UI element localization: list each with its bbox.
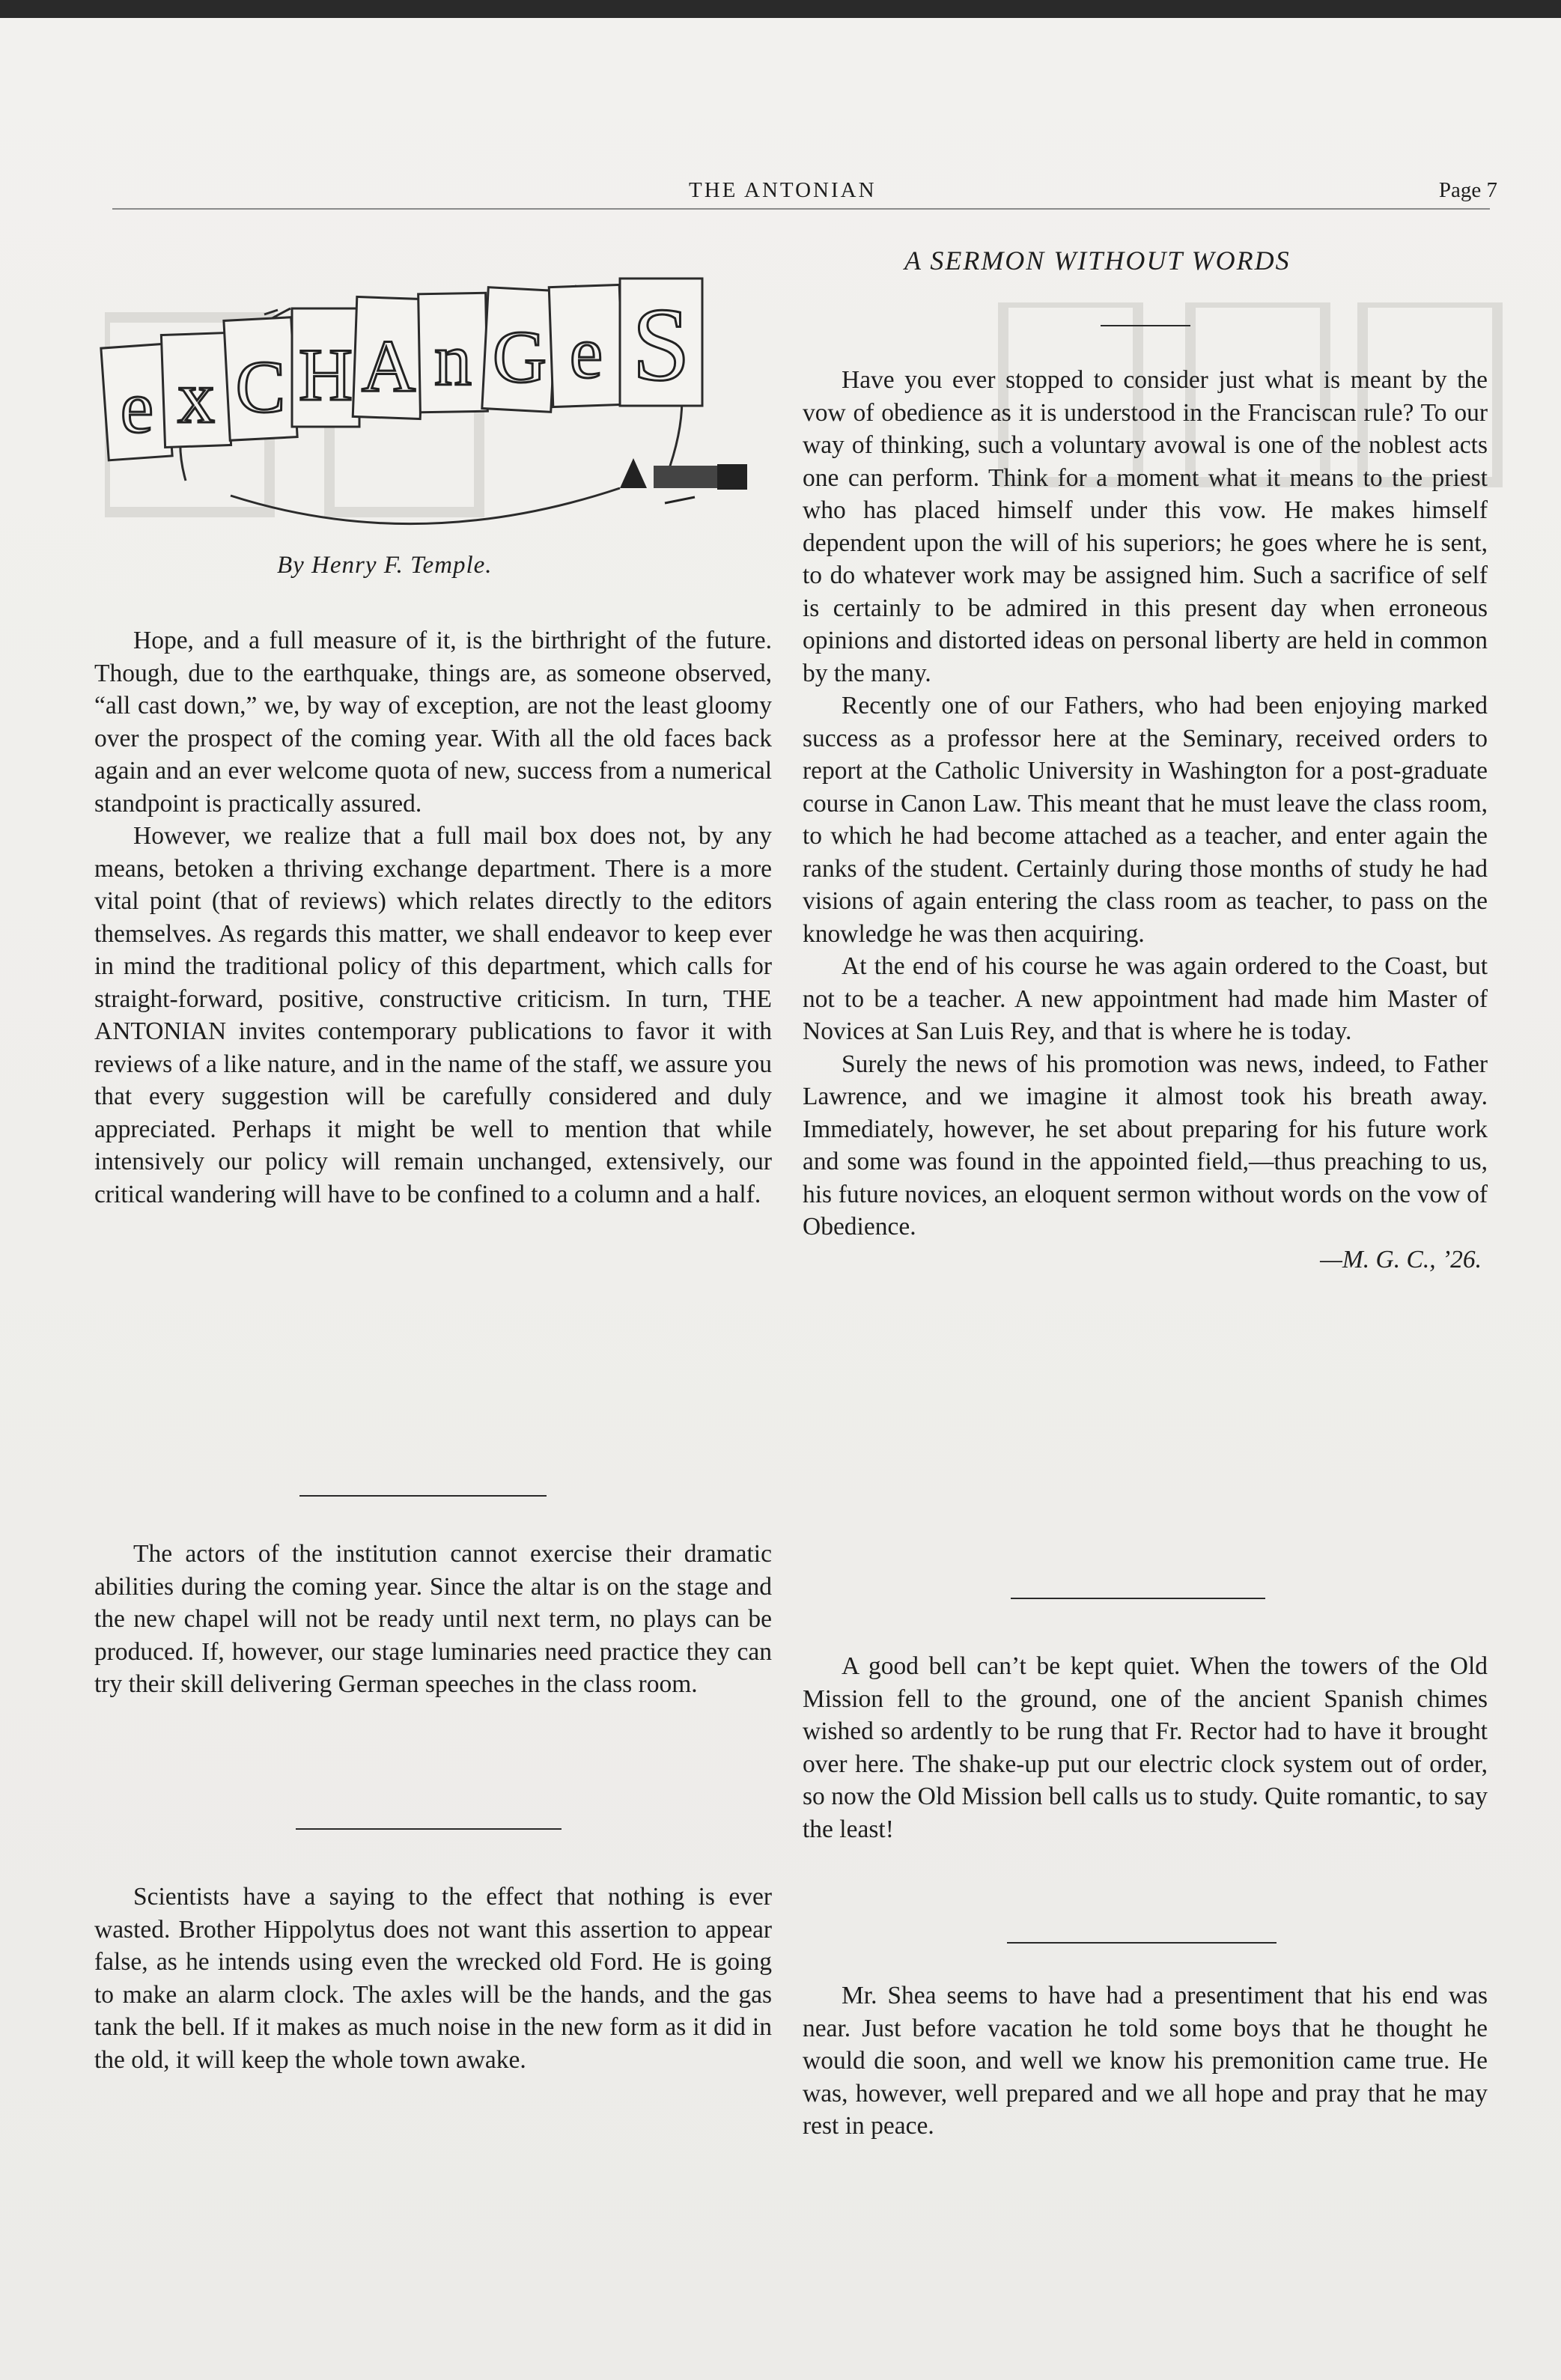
note-actors <box>94 1538 772 1701</box>
exchanges-column <box>94 624 772 1211</box>
section-divider <box>299 1495 547 1497</box>
title-rule <box>1101 325 1190 326</box>
running-header <box>659 178 1497 208</box>
sermon-column <box>803 364 1488 1276</box>
paragraph: Surely the news of his promotion was news, indeed, to Father Lawrence, and we imagine it almost took his breath away. Immediately, however, he set about preparing for his future work and some was found in the appointed field,—thus preaching to us, his future novices, an eloquent sermon without words on the vow of Obedience. <box>803 1050 1488 1241</box>
journal-title: THE ANTONIAN <box>689 178 877 202</box>
section-divider <box>1007 1942 1277 1944</box>
svg-text:G: G <box>492 315 547 398</box>
svg-text:e: e <box>569 311 603 394</box>
svg-text:e: e <box>120 365 154 448</box>
page-number: Page 7 <box>1438 178 1497 202</box>
svg-text:x: x <box>177 356 215 439</box>
paragraph: Recently one of our Fathers, who had been enjoying marked success as a professor here at the Seminary, received orders to report at the Catholic University in Washington for a post-graduate course in Canon Law. This meant that he must leave the class room, to which he had become attached as a teacher, and enter again the ranks of the student. Certainly during those months of study he had visions of again entering the class room as teacher, to pass on the knowledge he was then acquiring. <box>803 692 1488 948</box>
inkwell-and-pen-icon <box>620 458 747 503</box>
svg-text:H: H <box>298 333 353 416</box>
paragraph: The actors of the institution cannot exercise their dramatic abilities during the coming year. Since the altar is on the stage and the new chapel will not be ready until next term, no plays can be produced. If, however, our stage luminaries need practice they can try their skill delivering German speeches in the class room. <box>94 1540 772 1698</box>
paragraph: However, we realize that a full mail box does not, by any means, betoken a thriving exchange department. There is a more vital point (that of reviews) which relates directly to the editors themselves. As regards this matter, we shall endeavor to keep ever in mind the traditional policy of this department, which calls for straight-forward, positive, constructive criticism. In turn, THE ANTONIAN invites contemporary publications to favor it with reviews of a like nature, and in the name of the staff, we assure you that every suggestion will be carefully considered and duly appreciated. Perhaps it might be well to mention that while intensively our policy will remain unchanged, extensively, our critical wandering will have to be confined to a column and a half. <box>94 822 772 1208</box>
section-divider <box>296 1828 562 1830</box>
page <box>0 18 1561 2380</box>
paragraph: A good bell can’t be kept quiet. When the towers of the Old Mission fell to the ground, one of the ancient Spanish chimes wished so ardently to be rung that Fr. Rector had to have it brought over here. The shake-up put our electric clock system out of order, so now the Old Mission bell calls us to study. Quite romantic, to say the least! <box>803 1652 1488 1843</box>
section-title: A SERMON WITHOUT WORDS <box>904 246 1291 276</box>
note-bell <box>803 1650 1488 1845</box>
svg-text:A: A <box>361 324 416 407</box>
section-divider <box>1011 1598 1265 1599</box>
header-rule <box>112 208 1490 210</box>
scan-top-border <box>0 0 1561 18</box>
paragraph: Scientists have a saying to the effect that nothing is ever wasted. Brother Hippolytus does not want this assertion to appear false, as he intends using even the wrecked old Ford. He is going to make an alarm clock. The axles will be the hands, and the gas tank the bell. If it makes as much noise in the new form as it did in the old, it will keep the whole town awake. <box>94 1883 772 2074</box>
svg-text:C: C <box>235 345 286 428</box>
paragraph: Hope, and a full measure of it, is the birthright of the future. Though, due to the earthquake, things are, as someone observed, “all cast down,” we, by way of exception, are not the least gloomy over the prospect of the coming year. With all the old faces back again and an ever welcome quota of new, success from a numerical standpoint is practically assured. <box>94 627 772 818</box>
paragraph: Mr. Shea seems to have had a presentiment that his end was near. Just before vacation he told some boys that he thought he would die soon, and well we know his premonition came true. He was, however, well prepared and we all hope and pray that he may rest in peace. <box>803 1982 1488 2140</box>
signature: —M. G. C., ’26. <box>1320 1245 1482 1273</box>
svg-text:S: S <box>632 287 690 403</box>
paragraph: Have you ever stopped to consider just what is meant by the vow of obedience as it is understood in the Franciscan rule? To our way of thinking, such a voluntary avowal is one of the noblest acts one can perform. Think for a moment what it means to the priest who has placed himself under this vow. He makes himself dependent upon the will of his superiors; he goes where he is sent, to do whatever work may be assigned him. Such a sacrifice of self is certainly to be admired in this present day when erroneous opinions and distorted ideas on personal liberty are held in common by the many. <box>803 366 1488 687</box>
note-alarm-clock <box>94 1881 772 2076</box>
byline: By Henry F. Temple. <box>277 552 493 579</box>
exchanges-banner <box>96 256 755 541</box>
svg-text:n: n <box>434 318 472 401</box>
note-mr-shea <box>803 1979 1488 2143</box>
paragraph: At the end of his course he was again ordered to the Coast, but not to be a teacher. A new appointment had made him Master of Novices at San Luis Rey, and that is where he is today. <box>803 952 1488 1045</box>
